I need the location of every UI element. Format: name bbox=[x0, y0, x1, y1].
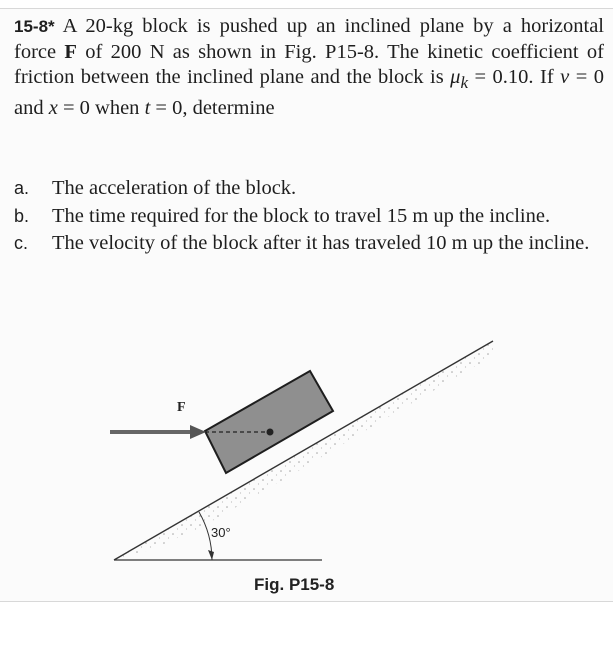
angle-arrowhead bbox=[208, 550, 214, 560]
figure-caption: Fig. P15-8 bbox=[254, 575, 335, 594]
part-label: c. bbox=[14, 233, 29, 253]
problem-number: 15-8* bbox=[14, 17, 55, 36]
part-text: The velocity of the block after it has traveled 10 m up the incline. bbox=[52, 232, 590, 254]
part-text: The time required for the block to travel 15 m up the incline. bbox=[52, 204, 551, 227]
part-label: b. bbox=[14, 205, 30, 226]
force-label: F bbox=[177, 400, 186, 415]
part-text: The acceleration of the block. bbox=[52, 177, 297, 199]
block-center-dot bbox=[267, 429, 274, 436]
part-label: a. bbox=[14, 178, 30, 198]
problem-text: A 20-kg block is pushed up an inclined plane by a horizontal force F of 200 N as shown in Fig. P15-8. The kinetic coefficient of friction between the inclined plane and the block is $\mu_k = 0.10$. If v = 0 and x = 0 when t = 0, determine bbox=[14, 15, 605, 119]
angle-label: 30° bbox=[211, 525, 231, 540]
force-arrowhead bbox=[190, 425, 206, 439]
